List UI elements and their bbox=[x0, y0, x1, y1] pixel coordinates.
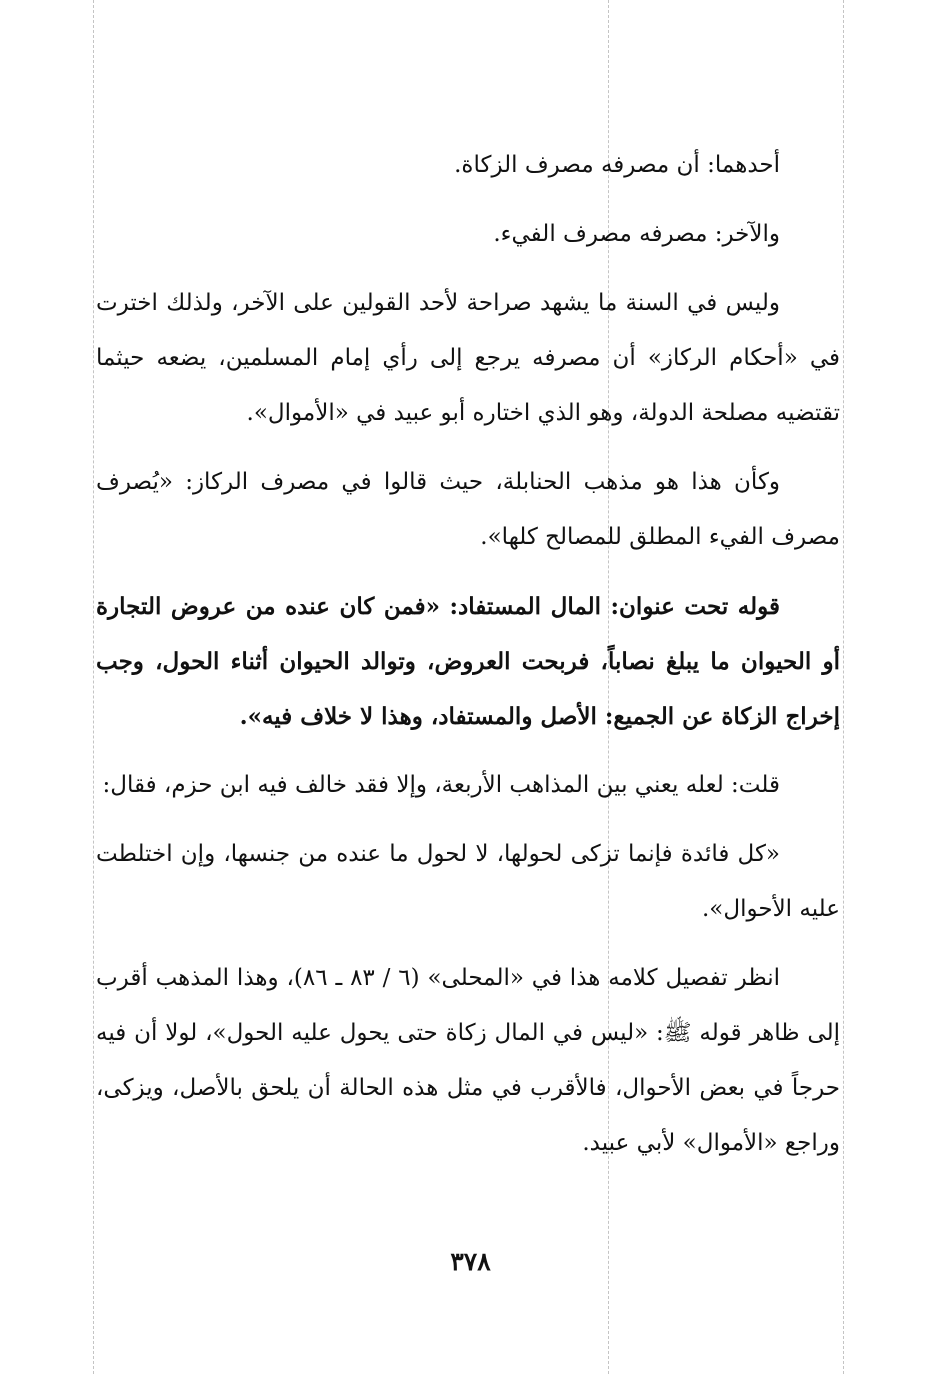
paragraph-quoted-statement: قوله تحت عنوان: المال المستفاد: «فمن كان عنده من عروض التجارة أو الحيوان ما يبلغ نصاباً، فربحت العروض، وتوالد الحيوان أثناء الحول، وجب إخراج الزكاة عن الجميع: الأصل والمستفاد، وهذا لا خلاف فيه». bbox=[96, 593, 840, 730]
margin-guide-right bbox=[843, 0, 844, 1374]
paragraph-muhalla-reference: انظر تفصيل كلامه هذا في «المحلى» (٦ / ٨٣ ـ ٨٦)، وهذا المذهب أقرب إلى ظاهر قوله ﷺ: «ليس في المال زكاة حتى يحول عليه الحول»، لولا أن فيه حرجاً في بعض الأحوال، فالأقرب في مثل هذه الحالة أن يلحق بالأصل، ويزكى، وراجع «الأموال» لأبي عبيد. bbox=[96, 965, 840, 1156]
margin-guide-left bbox=[93, 0, 94, 1374]
paragraph-sunnah: وليس في السنة ما يشهد صراحة لأحد القولين على الآخر، ولذلك اخترت في «أحكام الركاز» أن مصرفه يرجع إلى رأي إمام المسلمين، يضعه حيثما تقتضيه مصلحة الدولة، وهو الذي اختاره أبو عبيد في «الأموال». bbox=[96, 290, 840, 426]
page-body bbox=[96, 138, 840, 1185]
paragraph-ibn-hazm-quote: «كل فائدة فإنما تزكى لحولها، لا لحول ما عنده من جنسها، وإن اختلطت عليه الأحوال». bbox=[96, 841, 840, 922]
paragraph-first-opinion: أحدهما: أن مصرفه مصرف الزكاة. bbox=[454, 152, 780, 178]
page-number: ٣٧٨ bbox=[450, 1247, 491, 1276]
paragraph-ibn-hazm: قلت: لعله يعني بين المذاهب الأربعة، وإلا فقد خالف فيه ابن حزم، فقال: bbox=[102, 772, 780, 798]
paragraph-second-opinion: والآخر: مصرفه مصرف الفيء. bbox=[493, 221, 780, 247]
paragraph-hanbali: وكأن هذا هو مذهب الحنابلة، حيث قالوا في مصرف الركاز: «يُصرف مصرف الفيء المطلق للمصالح كلها». bbox=[96, 469, 840, 550]
